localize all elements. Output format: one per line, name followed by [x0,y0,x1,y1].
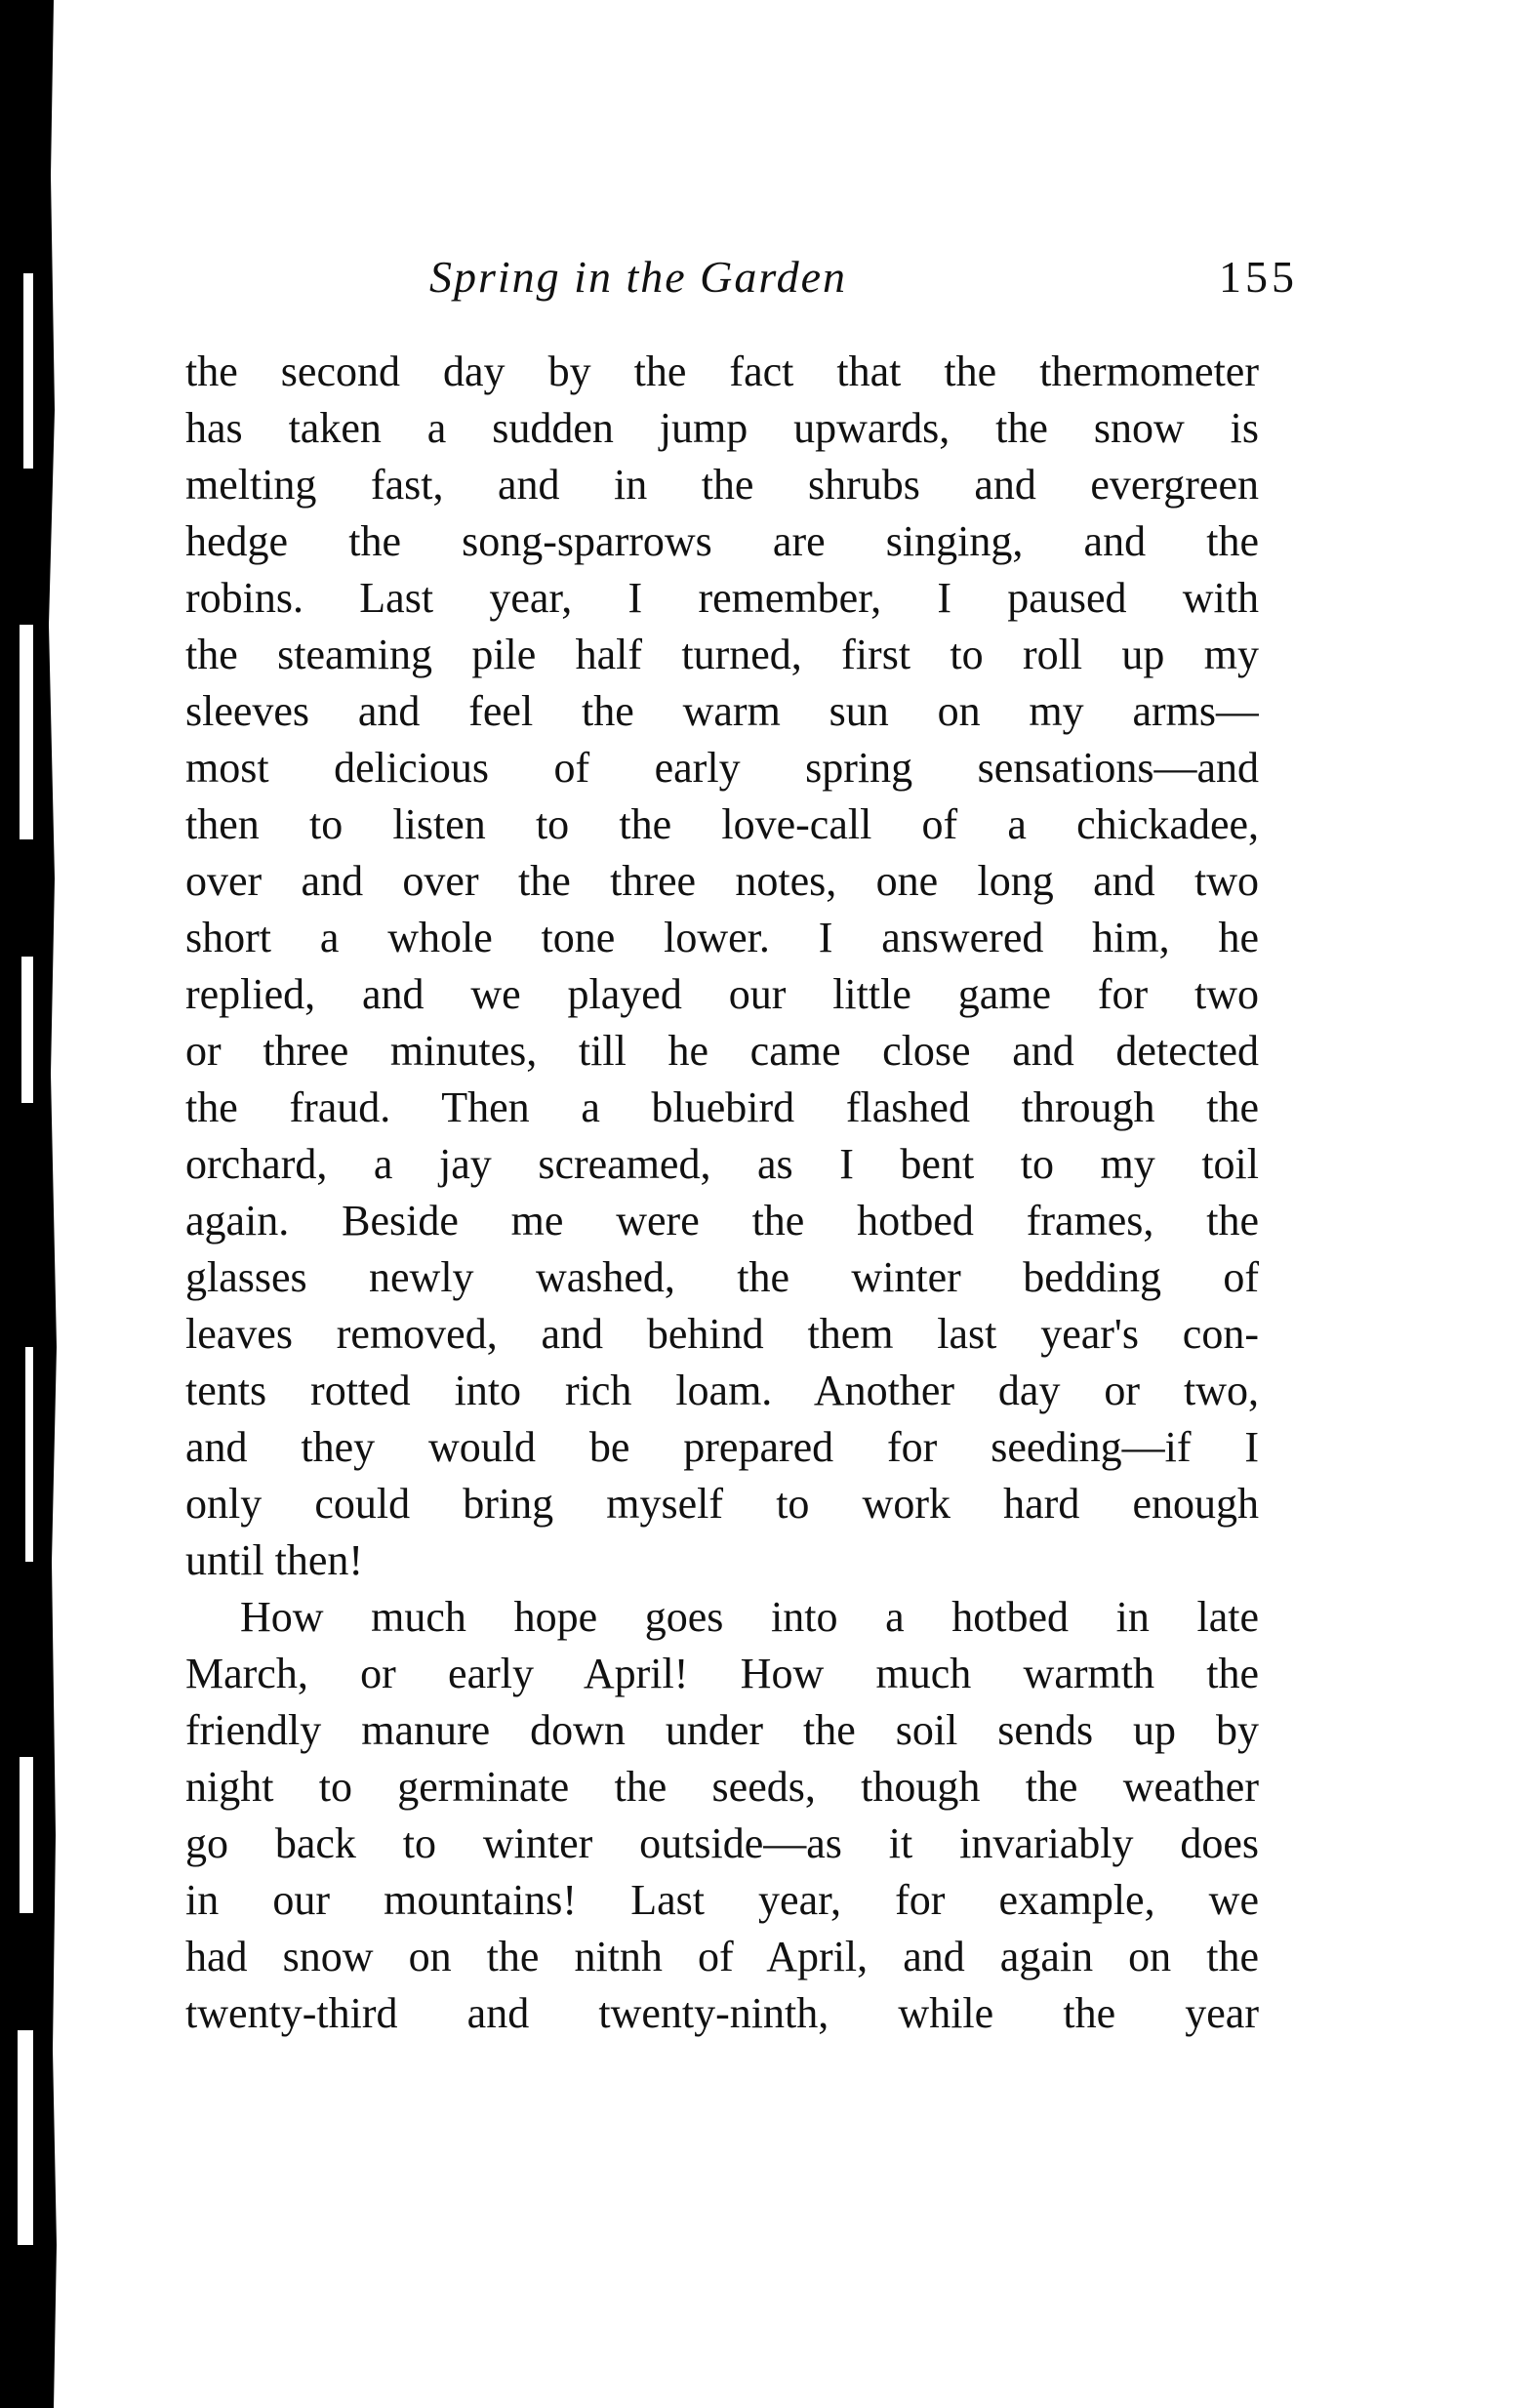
text-line: glasses newly washed, the winter bedding of [185,1253,1259,1301]
text-line: only could bring myself to work hard enough [185,1480,1259,1528]
text-line: replied, and we played our little game for two [185,970,1259,1018]
text-line: sleeves and feel the warm sun on my arms— [185,687,1259,735]
text-line: in our mountains! Last year, for example, we [185,1876,1259,1924]
text-line: go back to winter outside—as it invariably does [185,1819,1259,1867]
page-header [185,242,1298,312]
text-line: most delicious of early spring sensations—and [185,744,1259,792]
text-line: March, or early April! How much warmth the [185,1650,1259,1697]
text-line: the fraud. Then a bluebird flashed through the [185,1083,1259,1131]
text-line: night to germinate the seeds, though the weather [185,1763,1259,1811]
text-line: the second day by the fact that the thermometer [185,347,1259,395]
text-line: robins. Last year, I remember, I paused with [185,574,1259,622]
page-number: 155 [1219,252,1298,302]
text-line: the steaming pile half turned, first to roll up my [185,631,1259,678]
text-line: twenty-third and twenty-ninth, while the year [185,1989,1259,2037]
scanned-binding-edge [0,0,90,2408]
text-line: over and over the three notes, one long and two [185,857,1259,905]
paragraph [185,1589,1259,2042]
text-line: orchard, a jay screamed, as I bent to my toil [185,1140,1259,1188]
running-title: Spring in the Garden [429,252,847,302]
text-line: had snow on the nitnh of April, and again on the [185,1933,1259,1980]
text-line: tents rotted into rich loam. Another day or two, [185,1367,1259,1414]
text-line: How much hope goes into a hotbed in late [240,1593,1259,1641]
text-line: until then! [185,1536,364,1584]
text-line: friendly manure down under the soil sends up by [185,1706,1259,1754]
paragraph [185,344,1259,1589]
text-line: and they would be prepared for seeding—if I [185,1423,1259,1471]
text-line: again. Beside me were the hotbed frames, the [185,1197,1259,1245]
text-line: then to listen to the love-call of a chickadee, [185,800,1259,848]
text-line: has taken a sudden jump upwards, the snow is [185,404,1259,452]
text-line: hedge the song-sparrows are singing, and the [185,517,1259,565]
body-text [185,344,1259,2042]
text-line: melting fast, and in the shrubs and evergreen [185,461,1259,509]
text-line: or three minutes, till he came close and detected [185,1027,1259,1075]
text-line: short a whole tone lower. I answered him, he [185,914,1259,961]
text-line: leaves removed, and behind them last year's con- [185,1310,1259,1358]
